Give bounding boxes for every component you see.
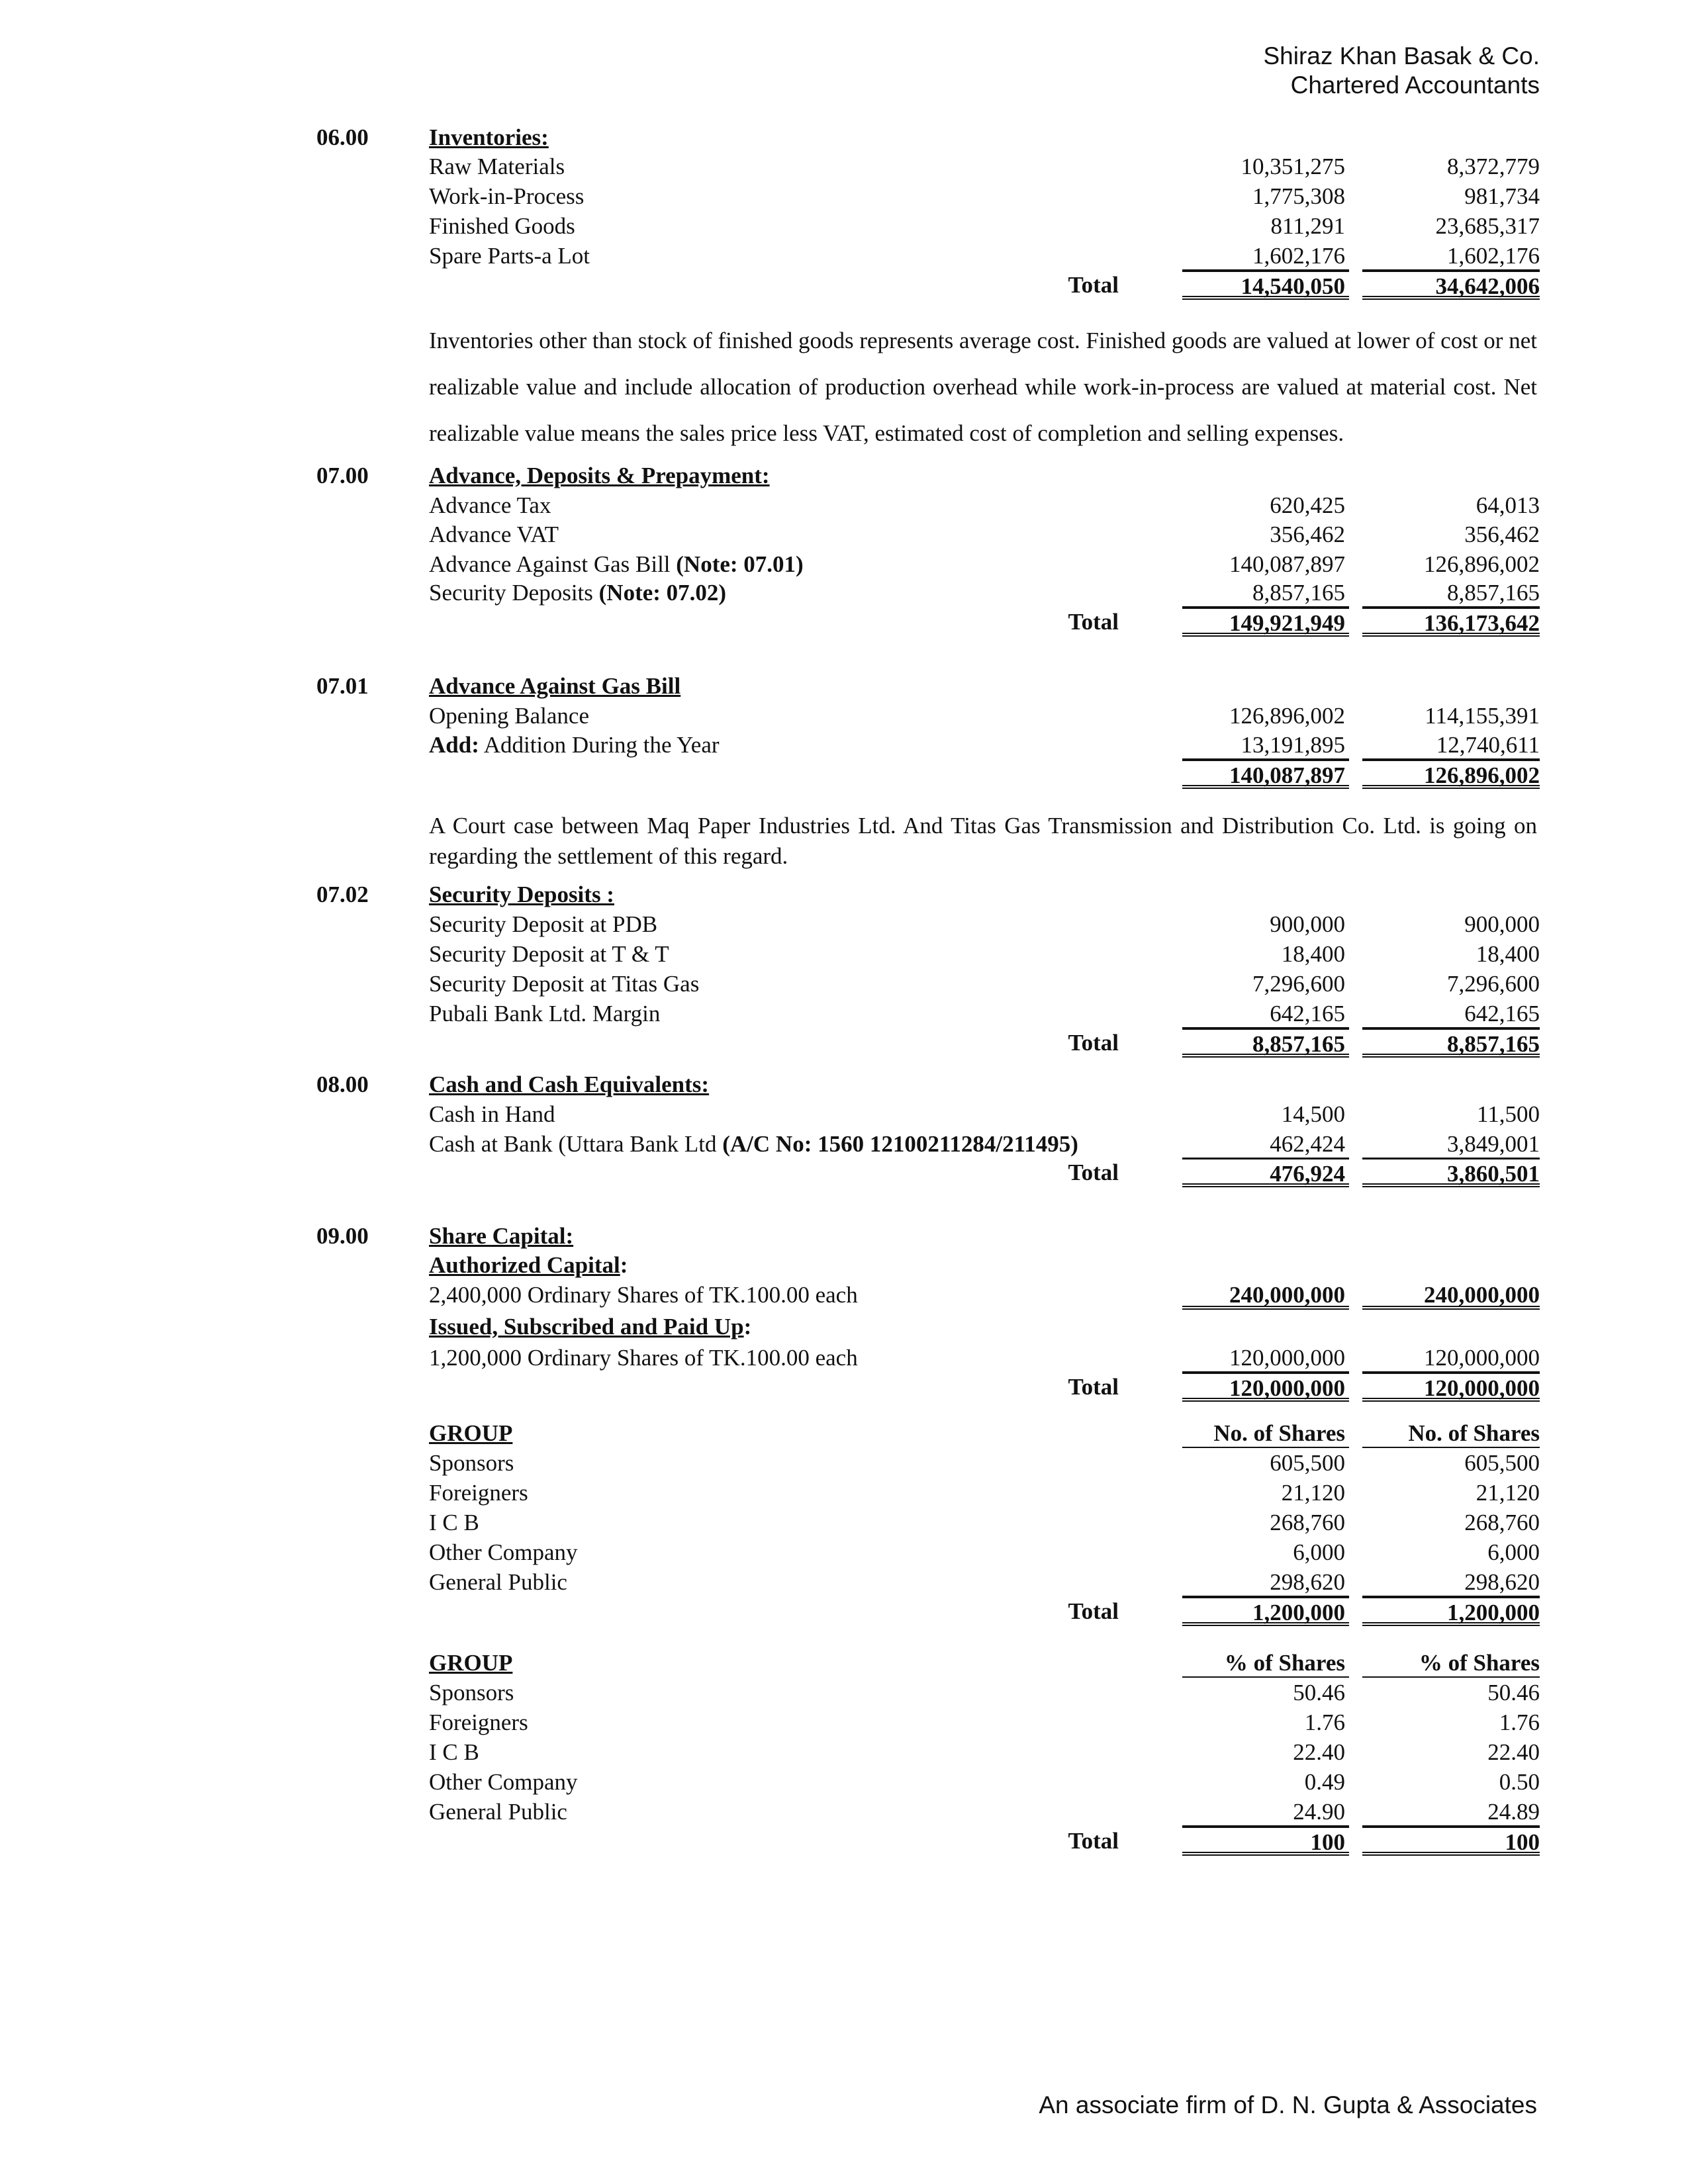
amount-previous: 11,500 — [1477, 1101, 1540, 1127]
total-label: Total — [1068, 1828, 1119, 1854]
amount-current: 18,400 — [1281, 941, 1345, 967]
column-header: No. of Shares — [1182, 1419, 1349, 1448]
amount-current: 6,000 — [1293, 1539, 1345, 1565]
line-label: Security Deposit at T & T — [429, 941, 669, 967]
amount-previous: 64,013 — [1476, 492, 1540, 518]
line-label: General Public — [429, 1799, 567, 1825]
amount-current: 0.49 — [1304, 1769, 1345, 1795]
amount-previous: 22.40 — [1487, 1739, 1540, 1765]
line-label: 1,200,000 Ordinary Shares of TK.100.00 each — [429, 1345, 858, 1371]
line-label: Sponsors — [429, 1450, 514, 1476]
amount-previous: 6,000 — [1487, 1539, 1540, 1565]
total-current: 140,087,897 — [1182, 760, 1349, 789]
amount-previous: 7,296,600 — [1447, 971, 1540, 997]
total-current: 8,857,165 — [1182, 1028, 1349, 1058]
line-label: Cash at Bank (Uttara Bank Ltd (A/C No: 1560 12100211284/211495) — [429, 1131, 1078, 1157]
line-label: Advance VAT — [429, 522, 559, 547]
total-current: 476,924 — [1182, 1158, 1349, 1187]
line-label: Work-in-Process — [429, 183, 585, 209]
amount-previous: 120,000,000 — [1362, 1343, 1540, 1373]
authorized-previous: 240,000,000 — [1362, 1281, 1540, 1310]
amount-current: 24.90 — [1182, 1797, 1349, 1827]
total-previous: 1,200,000 — [1362, 1597, 1540, 1626]
amount-previous: 1.76 — [1499, 1709, 1540, 1735]
total-label: Total — [1068, 1374, 1119, 1400]
amount-previous: 0.50 — [1499, 1769, 1540, 1795]
total-label: Total — [1068, 272, 1119, 298]
total-label: Total — [1068, 1160, 1119, 1185]
line-label: I C B — [429, 1739, 479, 1765]
amount-previous: 356,462 — [1464, 522, 1540, 547]
amount-previous: 8,372,779 — [1447, 154, 1540, 179]
firm-subtitle: Chartered Accountants — [1290, 71, 1540, 99]
total-previous: 8,857,165 — [1362, 1028, 1540, 1058]
amount-current: 605,500 — [1270, 1450, 1345, 1476]
line-label: I C B — [429, 1510, 479, 1535]
total-previous: 126,896,002 — [1362, 760, 1540, 789]
amount-previous: 298,620 — [1362, 1568, 1540, 1597]
total-current: 149,921,949 — [1182, 608, 1349, 637]
amount-current: 140,087,897 — [1229, 551, 1345, 577]
total-current: 1,200,000 — [1182, 1597, 1349, 1626]
amount-current: 1.76 — [1304, 1709, 1345, 1735]
line-label: Security Deposits (Note: 07.02) — [429, 580, 727, 606]
total-label: Total — [1068, 1598, 1119, 1624]
amount-current: 8,857,165 — [1182, 578, 1349, 608]
line-label: Other Company — [429, 1769, 578, 1795]
section-title: Inventories: — [429, 124, 549, 150]
amount-current: 900,000 — [1270, 911, 1345, 937]
court-case-note: A Court case between Maq Paper Industries Ltd. And Titas Gas Transmission and Distribution Co. Ltd. is going on regarding the settlement of this regard. — [429, 813, 1537, 869]
amount-current: 22.40 — [1293, 1739, 1345, 1765]
amount-previous: 50.46 — [1487, 1680, 1540, 1706]
line-label: General Public — [429, 1569, 567, 1595]
amount-current: 120,000,000 — [1182, 1343, 1349, 1373]
line-label: Advance Against Gas Bill (Note: 07.01) — [429, 551, 804, 577]
total-label: Total — [1068, 609, 1119, 635]
total-current: 100 — [1182, 1827, 1349, 1856]
line-label: 2,400,000 Ordinary Shares of TK.100.00 each — [429, 1282, 858, 1308]
note-number: 07.01 — [316, 673, 369, 699]
line-label: Pubali Bank Ltd. Margin — [429, 1001, 661, 1026]
amount-current: 811,291 — [1270, 213, 1345, 239]
total-previous: 120,000,000 — [1362, 1373, 1540, 1402]
amount-previous: 12,740,611 — [1362, 731, 1540, 760]
authorized-heading: Authorized Capital: — [429, 1252, 628, 1278]
amount-current: 10,351,275 — [1241, 154, 1345, 179]
amount-previous: 21,120 — [1476, 1480, 1540, 1506]
amount-current: 7,296,600 — [1252, 971, 1345, 997]
amount-previous: 126,896,002 — [1424, 551, 1540, 577]
issued-heading: Issued, Subscribed and Paid Up: — [429, 1314, 752, 1340]
amount-current: 1,775,308 — [1252, 183, 1345, 209]
amount-current: 14,500 — [1281, 1101, 1345, 1127]
amount-previous: 23,685,317 — [1435, 213, 1540, 239]
amount-current: 298,620 — [1182, 1568, 1349, 1597]
amount-previous: 900,000 — [1464, 911, 1540, 937]
note-number: 07.02 — [316, 882, 369, 907]
amount-current: 126,896,002 — [1229, 703, 1345, 729]
amount-current: 356,462 — [1270, 522, 1345, 547]
amount-previous: 18,400 — [1476, 941, 1540, 967]
line-label: Foreigners — [429, 1709, 528, 1735]
amount-previous: 642,165 — [1362, 999, 1540, 1028]
authorized-current: 240,000,000 — [1182, 1281, 1349, 1310]
amount-current: 642,165 — [1182, 999, 1349, 1028]
footer-associate: An associate firm of D. N. Gupta & Associates — [1039, 2091, 1537, 2118]
amount-previous: 981,734 — [1464, 183, 1540, 209]
amount-previous: 24.89 — [1362, 1797, 1540, 1827]
line-label: Foreigners — [429, 1480, 528, 1506]
column-header: % of Shares — [1182, 1649, 1349, 1678]
amount-previous: 605,500 — [1464, 1450, 1540, 1476]
amount-previous: 8,857,165 — [1362, 578, 1540, 608]
note-number: 06.00 — [316, 124, 369, 150]
amount-current: 268,760 — [1270, 1510, 1345, 1535]
line-label: Opening Balance — [429, 703, 589, 729]
note-number: 08.00 — [316, 1071, 369, 1097]
group-heading: GROUP — [429, 1420, 513, 1446]
line-label: Sponsors — [429, 1680, 514, 1706]
line-label: Spare Parts-a Lot — [429, 243, 590, 269]
line-label: Security Deposit at Titas Gas — [429, 971, 700, 997]
amount-current: 50.46 — [1293, 1680, 1345, 1706]
total-previous: 136,173,642 — [1362, 608, 1540, 637]
line-label: Finished Goods — [429, 213, 575, 239]
line-label: Security Deposit at PDB — [429, 911, 658, 937]
firm-name: Shiraz Khan Basak & Co. — [1263, 42, 1540, 69]
total-current: 14,540,050 — [1182, 271, 1349, 300]
line-label: Advance Tax — [429, 492, 551, 518]
line-label: Other Company — [429, 1539, 578, 1565]
amount-current: 462,424 — [1182, 1130, 1349, 1159]
note-number: 09.00 — [316, 1223, 369, 1249]
inventories-note: Inventories other than stock of finished goods represents average cost. Finished goods are valued at lower of cost or net realizable value and include allocation of production overhead while work-in-process are valued at material cost. Net realizable value means the sales price less VAT, estimated cost of completion and selling expenses. — [429, 328, 1537, 446]
note-number: 07.00 — [316, 463, 369, 488]
line-label: Add: Addition During the Year — [429, 732, 720, 758]
amount-previous: 1,602,176 — [1362, 242, 1540, 271]
amount-previous: 3,849,001 — [1362, 1130, 1540, 1159]
total-previous: 100 — [1362, 1827, 1540, 1856]
line-label: Cash in Hand — [429, 1101, 555, 1127]
amount-previous: 114,155,391 — [1425, 703, 1540, 729]
section-title: Advance Against Gas Bill — [429, 673, 681, 699]
total-current: 120,000,000 — [1182, 1373, 1349, 1402]
amount-current: 21,120 — [1281, 1480, 1345, 1506]
amount-current: 1,602,176 — [1182, 242, 1349, 271]
section-title: Security Deposits : — [429, 882, 614, 907]
total-label: Total — [1068, 1030, 1119, 1056]
group-heading: GROUP — [429, 1650, 513, 1676]
total-previous: 3,860,501 — [1362, 1158, 1540, 1187]
total-previous: 34,642,006 — [1362, 271, 1540, 300]
section-title: Advance, Deposits & Prepayment: — [429, 463, 770, 488]
column-header: No. of Shares — [1362, 1419, 1540, 1448]
section-title: Cash and Cash Equivalents: — [429, 1071, 710, 1097]
section-title: Share Capital: — [429, 1223, 574, 1249]
line-label: Raw Materials — [429, 154, 565, 179]
amount-current: 620,425 — [1270, 492, 1345, 518]
amount-previous: 268,760 — [1464, 1510, 1540, 1535]
amount-current: 13,191,895 — [1182, 731, 1349, 760]
column-header: % of Shares — [1362, 1649, 1540, 1678]
